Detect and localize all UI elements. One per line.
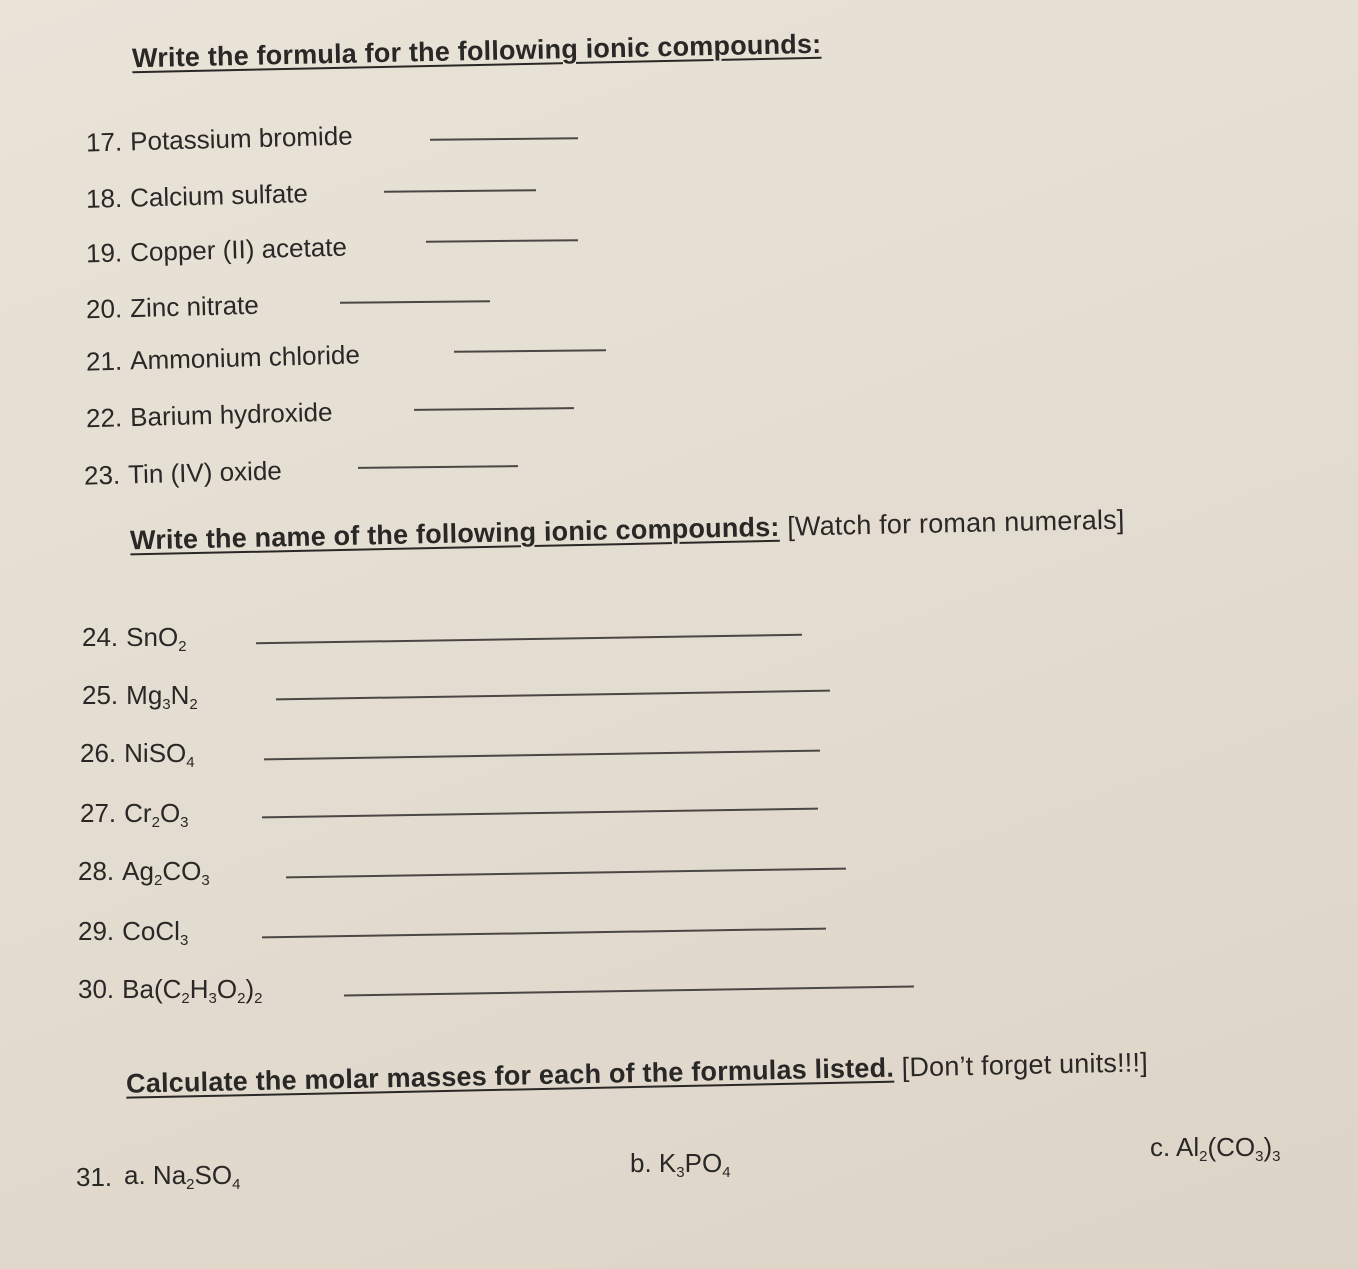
- section2-heading: Write the name of the following ionic compounds: [Watch for roman numerals]: [129, 504, 1125, 556]
- question-number: 27.: [80, 798, 117, 828]
- question-number: 18.: [85, 182, 123, 214]
- answer-blank[interactable]: [430, 137, 578, 141]
- subscript: 3: [180, 814, 189, 831]
- answer-blank[interactable]: [344, 986, 914, 997]
- answer-blank[interactable]: [276, 690, 830, 701]
- question-number: 23.: [83, 459, 121, 491]
- compound-name: Potassium bromide: [129, 120, 354, 157]
- subscript: 2: [237, 990, 246, 1007]
- chemical-formula: $Na_2SO_4$: [152, 1160, 241, 1193]
- section3-heading: Calculate the molar masses for each of the formulas listed. [Don’t forget units!!!]: [125, 1047, 1149, 1099]
- name-question: [82, 680, 198, 713]
- formula-question: [86, 290, 260, 326]
- compound-name: Calcium sulfate: [129, 178, 309, 213]
- question-number: 26.: [80, 738, 117, 768]
- formula-question: [86, 178, 309, 215]
- subscript: 2: [1199, 1148, 1208, 1165]
- answer-blank[interactable]: [262, 928, 826, 939]
- chemical-formula: $K_3PO_4$: [658, 1148, 731, 1181]
- formula-question: [84, 455, 283, 491]
- subscript: 2: [186, 1176, 195, 1193]
- subscript: 3: [1272, 1148, 1281, 1165]
- subscript: 3: [676, 1164, 685, 1181]
- subscript: 2: [151, 814, 160, 831]
- formula-question: [86, 397, 333, 434]
- part-label: c.: [1150, 1132, 1177, 1162]
- question-number: 24.: [82, 622, 119, 652]
- name-question: [80, 738, 195, 771]
- answer-blank[interactable]: [454, 349, 606, 353]
- subscript: 3: [208, 990, 217, 1007]
- answer-blank[interactable]: [256, 634, 802, 645]
- question-number: 30.: [78, 974, 115, 1004]
- name-question: [82, 622, 187, 655]
- part-label: a.: [124, 1160, 153, 1190]
- chemical-formula: $Ba(C_2H_3O_2)_2$: [122, 974, 263, 1007]
- question-number: 28.: [78, 856, 115, 886]
- answer-blank[interactable]: [262, 808, 818, 819]
- question-number: 29.: [78, 916, 115, 946]
- name-question: [78, 856, 210, 889]
- part-c: [1150, 1132, 1281, 1165]
- subscript: 2: [189, 696, 198, 713]
- question-number: 20.: [85, 293, 123, 325]
- answer-blank[interactable]: [358, 465, 518, 469]
- section1-heading: Write the formula for the following ionic compounds:: [131, 28, 822, 74]
- chemical-formula: $Cr_2O_3$: [124, 798, 189, 831]
- chemical-formula: SnO$_2$: [126, 622, 187, 655]
- chemical-formula: $Mg_3N_2$: [126, 680, 198, 713]
- part-label: b.: [630, 1148, 659, 1178]
- name-question: [78, 916, 188, 949]
- subscript: 2: [254, 990, 263, 1007]
- subscript: 4: [232, 1176, 241, 1193]
- chemical-formula: $Ag_2CO_3$: [122, 856, 210, 889]
- compound-name: Copper (II) acetate: [129, 231, 348, 268]
- answer-blank[interactable]: [340, 300, 490, 304]
- formula-question: [86, 339, 361, 377]
- chemical-formula: $Al_2(CO_3)_3$: [1176, 1132, 1281, 1165]
- subscript: 3: [1255, 1148, 1264, 1165]
- question-31-number: 31.: [76, 1162, 113, 1192]
- chemical-formula: NiSO$_4$: [124, 738, 195, 771]
- answer-blank[interactable]: [426, 239, 578, 243]
- subscript: 4: [186, 754, 195, 771]
- compound-name: Tin (IV) oxide: [127, 455, 283, 490]
- answer-blank[interactable]: [264, 750, 820, 761]
- subscript: 3: [201, 872, 210, 889]
- compound-name: Barium hydroxide: [129, 396, 333, 433]
- question-number: 25.: [82, 680, 119, 710]
- compound-name: Zinc nitrate: [129, 289, 260, 324]
- compound-name: Ammonium chloride: [129, 339, 361, 376]
- question-number: 21.: [85, 345, 123, 377]
- answer-blank[interactable]: [286, 868, 846, 879]
- subscript: 2: [153, 872, 163, 889]
- subscript: 2: [178, 638, 187, 655]
- question-number: 17.: [85, 126, 123, 158]
- subscript: 3: [179, 932, 189, 949]
- subscript: 3: [162, 696, 171, 713]
- part-b: [630, 1148, 731, 1181]
- formula-question: [86, 232, 348, 270]
- question-number: 19.: [85, 237, 123, 269]
- question-number: 22.: [85, 402, 123, 434]
- part-a: [124, 1160, 240, 1193]
- name-question: [78, 974, 262, 1007]
- answer-blank[interactable]: [414, 407, 574, 411]
- subscript: 2: [181, 990, 190, 1007]
- subscript: 4: [722, 1164, 731, 1181]
- chemical-formula: CoCl$_3$: [122, 916, 189, 949]
- name-question: [80, 798, 189, 831]
- answer-blank[interactable]: [384, 189, 536, 193]
- formula-question: [86, 121, 353, 159]
